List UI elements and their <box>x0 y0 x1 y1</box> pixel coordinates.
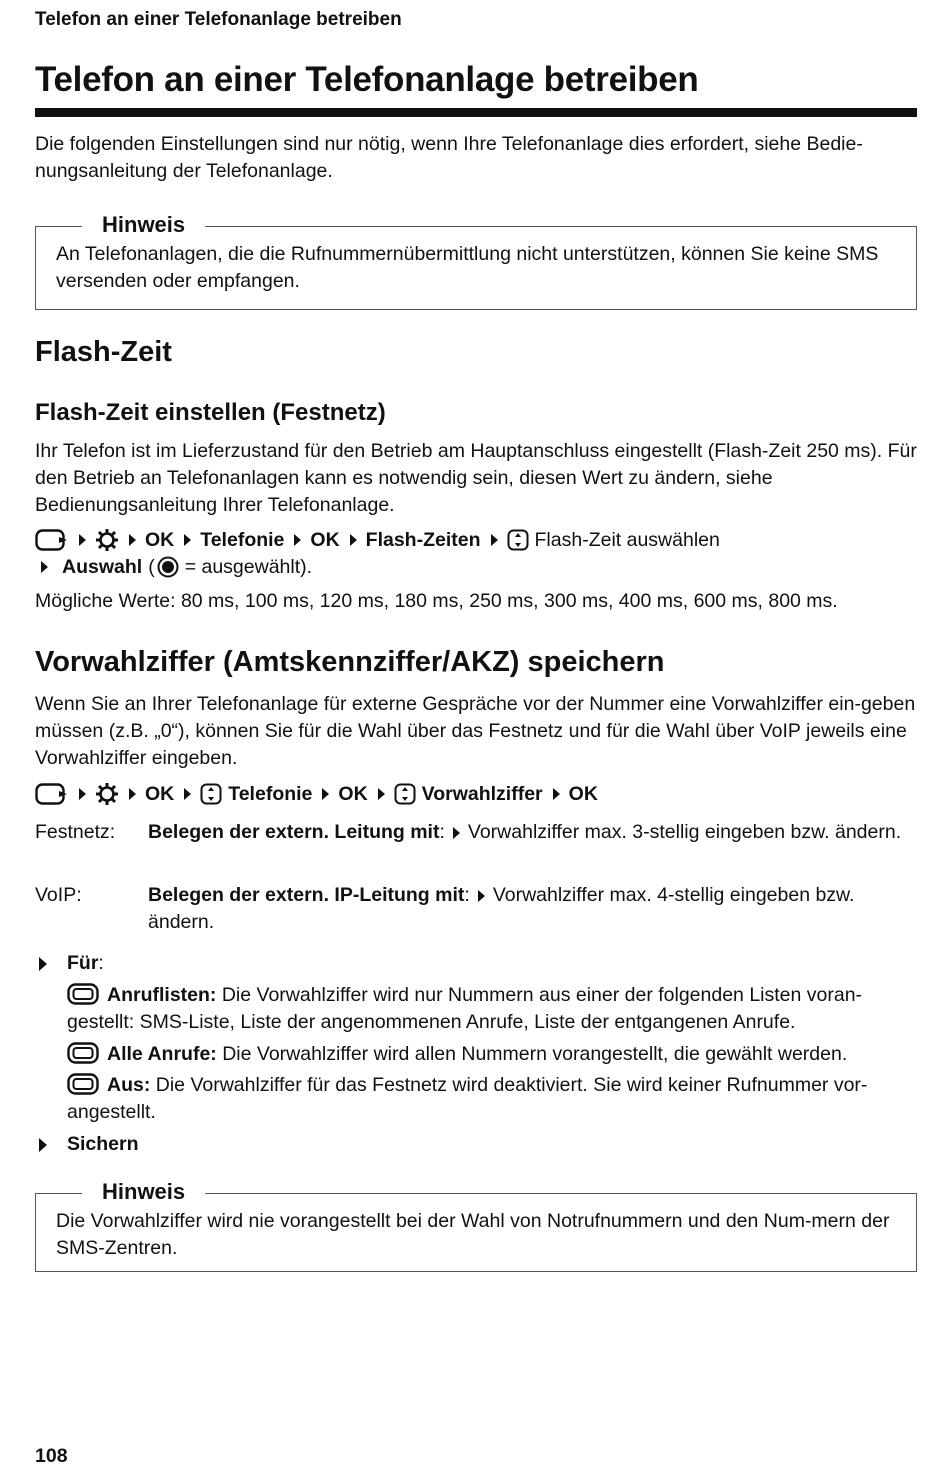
section-heading-flash: Flash-Zeit <box>35 336 172 368</box>
colon: : <box>98 952 104 974</box>
arrow-icon <box>294 534 301 546</box>
note-box-1 <box>35 212 917 310</box>
option-aus <box>67 1072 917 1126</box>
nav-ok: OK <box>568 783 598 805</box>
nav-ok: OK <box>310 529 340 551</box>
menu-key-icon <box>35 783 69 805</box>
navigation-key-icon <box>394 783 416 805</box>
note-text: Die Vorwahlziffer wird nie vorangestellt bei der Wahl von Notrufnummern und den Num-mern der SMS-Zentren. <box>56 1210 890 1259</box>
paren-text: ( <box>148 556 155 578</box>
arrow-icon <box>79 534 86 546</box>
arrow-icon <box>553 788 560 800</box>
arrow-icon <box>79 788 86 800</box>
voip-value <box>148 882 918 936</box>
option-text: Die Vorwahlziffer wird allen Nummern vorangestellt, die gewählt werden. <box>222 1043 848 1065</box>
radio-selected-icon <box>157 556 179 578</box>
festnetz-value <box>148 819 918 846</box>
note-label: Hinweis <box>82 210 205 240</box>
arrow-icon <box>184 534 191 546</box>
prefix-body: Wenn Sie an Ihrer Telefonanlage für externe Gespräche vor der Nummer eine Vorwahlziffer ein-geben müssen (z.B. „0“), können Sie für die Wahl über das Festnetz und für die Wahl über VoIP jeweils eine Vorwahlziffer eingeben. <box>35 693 916 769</box>
arrow-icon <box>350 534 357 546</box>
page-title: Telefon an einer Telefonanlage betreiben <box>35 60 699 99</box>
nav-vorwahlziffer: Vorwahlziffer <box>421 783 543 805</box>
arrow-icon <box>41 561 48 573</box>
arrow-icon <box>322 788 329 800</box>
nav-ok: OK <box>145 783 175 805</box>
colon: : <box>464 884 470 906</box>
arrow-icon <box>129 788 136 800</box>
flash-nav-path-cont <box>35 553 312 581</box>
festnetz-setting: Belegen der extern. Leitung mit <box>148 821 440 843</box>
fuer-label: Für <box>67 952 99 974</box>
display-key-icon <box>67 1042 99 1064</box>
navigation-key-icon <box>507 529 529 551</box>
option-name: Aus: <box>107 1074 151 1096</box>
option-name: Alle Anrufe: <box>107 1043 217 1065</box>
subsection-heading-flash: Flash-Zeit einstellen (Festnetz) <box>35 399 386 426</box>
page-number: 108 <box>35 1445 68 1467</box>
menu-key-icon <box>35 529 69 551</box>
nav-select-text: Flash-Zeit auswählen <box>534 529 720 551</box>
colon: : <box>439 821 445 843</box>
option-alle-anrufe <box>67 1041 917 1068</box>
flash-body: Ihr Telefon ist im Lieferzustand für den Betrieb am Hauptanschluss eingestellt (Flash-Zeit 250 ms). Für den Betrieb an Telefonanlagen kann es notwendig sein, diesen Wert zu ändern, siehe Bedienungsanleitung Ihrer Telefonanlage. <box>35 440 917 516</box>
bullet-arrow-icon <box>39 957 47 971</box>
display-key-icon <box>67 1073 99 1095</box>
note-label: Hinweis <box>82 1177 205 1207</box>
nav-flash-zeiten: Flash-Zeiten <box>365 529 481 551</box>
nav-auswahl-rest: = ausgewählt). <box>184 556 313 578</box>
arrow-icon <box>184 788 191 800</box>
arrow-icon <box>491 534 498 546</box>
section-heading-prefix: Vorwahlziffer (Amtskennziffer/AKZ) speichern <box>35 646 665 678</box>
nav-auswahl: Auswahl <box>62 556 143 578</box>
option-anruflisten <box>67 982 917 1036</box>
settings-gear-icon <box>95 782 119 806</box>
fuer-item <box>67 950 917 977</box>
sichern-label: Sichern <box>67 1133 139 1155</box>
nav-ok: OK <box>145 529 175 551</box>
arrow-icon <box>478 890 485 902</box>
bullet-arrow-icon <box>39 1138 47 1152</box>
voip-label: VoIP: <box>35 884 82 906</box>
navigation-key-icon <box>200 783 222 805</box>
option-name: Anruflisten: <box>107 984 217 1006</box>
festnetz-label: Festnetz: <box>35 821 116 843</box>
voip-setting: Belegen der extern. IP-Leitung mit <box>148 884 465 906</box>
settings-gear-icon <box>95 528 119 552</box>
option-text: Die Vorwahlziffer wird nur Nummern aus einer der folgenden Listen voran-gestellt: SMS-Liste, Liste der angenommenen Anrufe, Liste der entgangenen Anrufe. <box>67 984 863 1033</box>
intro-paragraph: Die folgenden Einstellungen sind nur nötig, wenn Ihre Telefonanlage dies erfordert, siehe Bedie-nungsanleitung der Telefonanlage. <box>35 133 863 182</box>
option-text: Die Vorwahlziffer für das Festnetz wird deaktiviert. Sie wird keiner Rufnummer vor-angestellt. <box>67 1074 868 1123</box>
nav-telefonie: Telefonie <box>228 783 313 805</box>
festnetz-text: Vorwahlziffer max. 3-stellig eingeben bzw. ändern. <box>467 821 902 843</box>
arrow-icon <box>453 827 460 839</box>
nav-telefonie: Telefonie <box>200 529 285 551</box>
note-box-2 <box>35 1179 917 1272</box>
note-text: An Telefonanlagen, die die Rufnummernübermittlung nicht unterstützen, können Sie keine SMS versenden oder empfangen. <box>56 243 879 292</box>
possible-values: Mögliche Werte: 80 ms, 100 ms, 120 ms, 180 ms, 250 ms, 300 ms, 400 ms, 600 ms, 800 ms. <box>35 590 838 612</box>
prefix-nav-path <box>35 780 598 808</box>
running-header: Telefon an einer Telefonanlage betreiben <box>35 9 402 30</box>
flash-nav-path <box>35 526 720 554</box>
voip-text: Vorwahlziffer max. 4-stellig eingeben bzw. ändern. <box>148 884 855 933</box>
display-key-icon <box>67 983 99 1005</box>
arrow-icon <box>129 534 136 546</box>
arrow-icon <box>378 788 385 800</box>
title-rule <box>35 108 917 117</box>
nav-ok: OK <box>338 783 368 805</box>
